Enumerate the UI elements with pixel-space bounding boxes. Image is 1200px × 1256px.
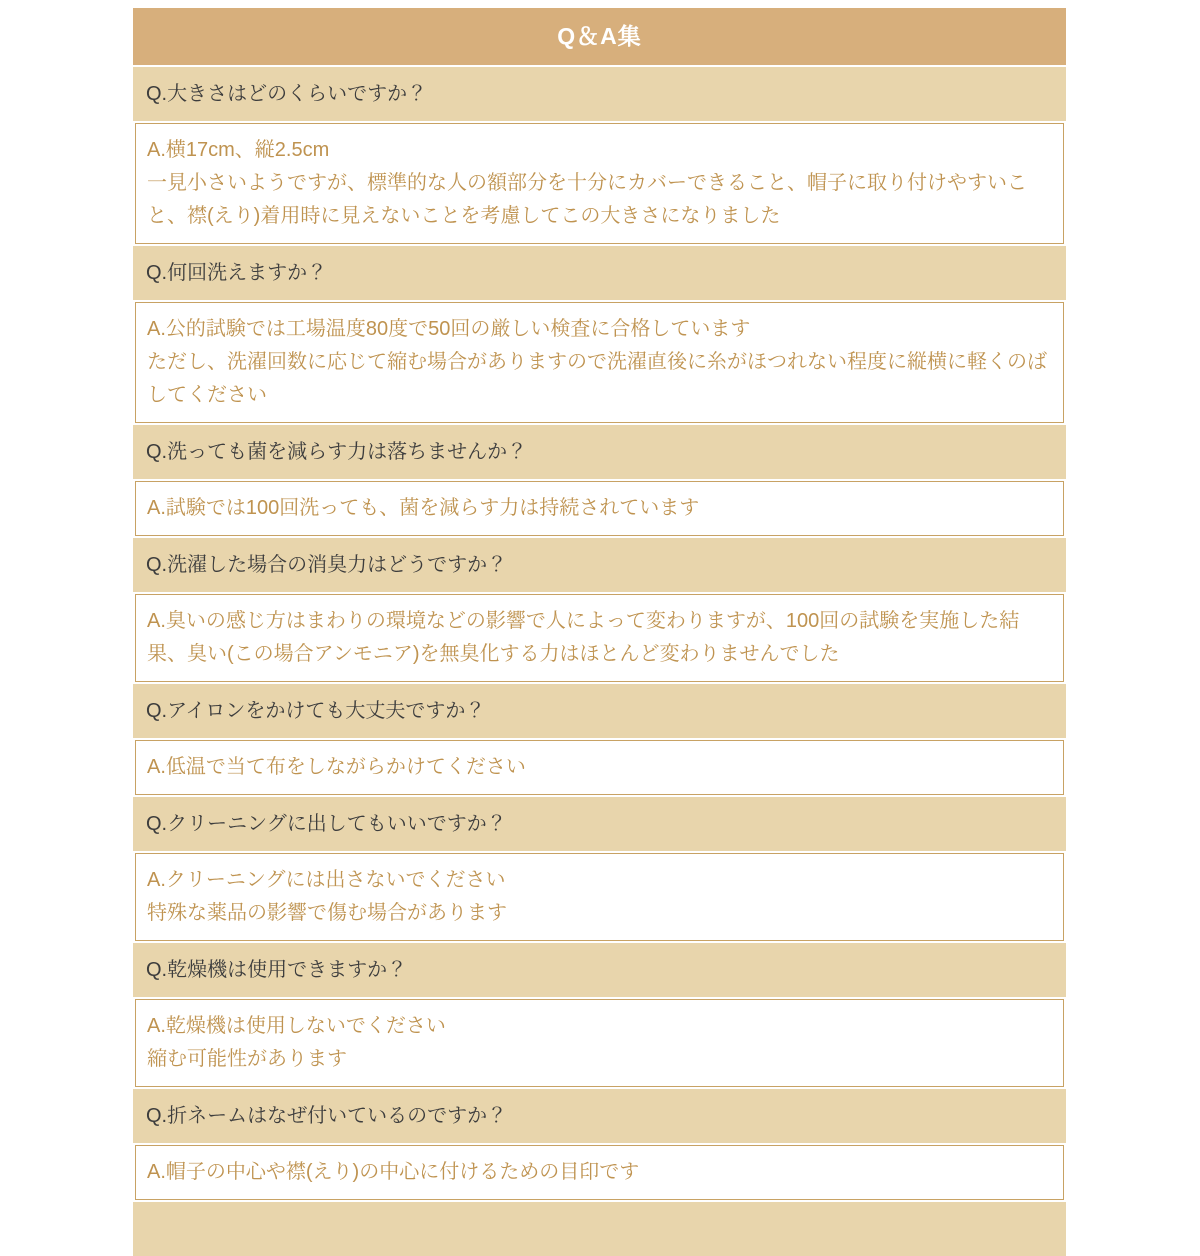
answer-line: 縮む可能性があります xyxy=(147,1048,347,1070)
answer-line: A.クリーニングには出さないでください xyxy=(147,869,506,891)
question-text: Q.折ネームはなぜ付いているのですか？ xyxy=(146,1105,508,1127)
question-row xyxy=(133,67,1066,121)
question-text: Q.クリーニングに出してもいいですか？ xyxy=(146,813,507,835)
answer-row xyxy=(135,740,1064,795)
question-row xyxy=(133,425,1066,479)
answer-row xyxy=(135,853,1064,941)
answer-line: A.帽子の中心や襟(えり)の中心に付けるための目印です xyxy=(147,1161,640,1183)
answer-line: A.公的試験では工場温度80度で50回の厳しい検査に合格しています xyxy=(147,318,751,340)
answer-line: A.低温で当て布をしながらかけてください xyxy=(147,756,526,778)
question-row xyxy=(133,797,1066,851)
answer-line: A.横17cm、縦2.5cm xyxy=(147,139,330,161)
next-row-partial xyxy=(133,1202,1066,1256)
question-row xyxy=(133,1089,1066,1143)
question-row xyxy=(133,943,1066,997)
answer-row xyxy=(135,594,1064,682)
question-row xyxy=(133,538,1066,592)
question-text: Q.何回洗えますか？ xyxy=(146,262,328,284)
qa-rows xyxy=(133,67,1066,1200)
answer-line: 一見小さいようですが、標準的な人の額部分を十分にカバーできること、帽子に取り付けやすいこと、襟(えり)着用時に見えないことを考慮してこの大きさになりました xyxy=(147,172,1027,227)
qa-table xyxy=(133,8,1066,1256)
answer-row xyxy=(135,999,1064,1087)
page-title: Q＆A集 xyxy=(133,8,1066,65)
answer-row xyxy=(135,123,1064,244)
question-text: Q.アイロンをかけても大丈夫ですか？ xyxy=(146,700,486,722)
answer-line: 特殊な薬品の影響で傷む場合があります xyxy=(147,902,507,924)
answer-line: A.臭いの感じ方はまわりの環境などの影響で人によって変わりますが、100回の試験を実施した結果、臭い(この場合アンモニア)を無臭化する力はほとんど変わりませんでした xyxy=(147,610,1020,665)
answer-line: A.試験では100回洗っても、菌を減らす力は持続されています xyxy=(147,497,700,519)
question-row xyxy=(133,246,1066,300)
answer-row xyxy=(135,1145,1064,1200)
question-text: Q.大きさはどのくらいですか？ xyxy=(146,83,428,105)
answer-line: A.乾燥機は使用しないでください xyxy=(147,1015,446,1037)
answer-line: ただし、洗濯回数に応じて縮む場合がありますので洗濯直後に糸がほつれない程度に縦横に軽くのばしてください xyxy=(147,351,1047,406)
question-text: Q.洗濯した場合の消臭力はどうですか？ xyxy=(146,554,508,576)
question-row xyxy=(133,684,1066,738)
answer-row xyxy=(135,481,1064,536)
question-text: Q.洗っても菌を減らす力は落ちませんか？ xyxy=(146,441,528,463)
answer-row xyxy=(135,302,1064,423)
question-text: Q.乾燥機は使用できますか？ xyxy=(146,959,408,981)
